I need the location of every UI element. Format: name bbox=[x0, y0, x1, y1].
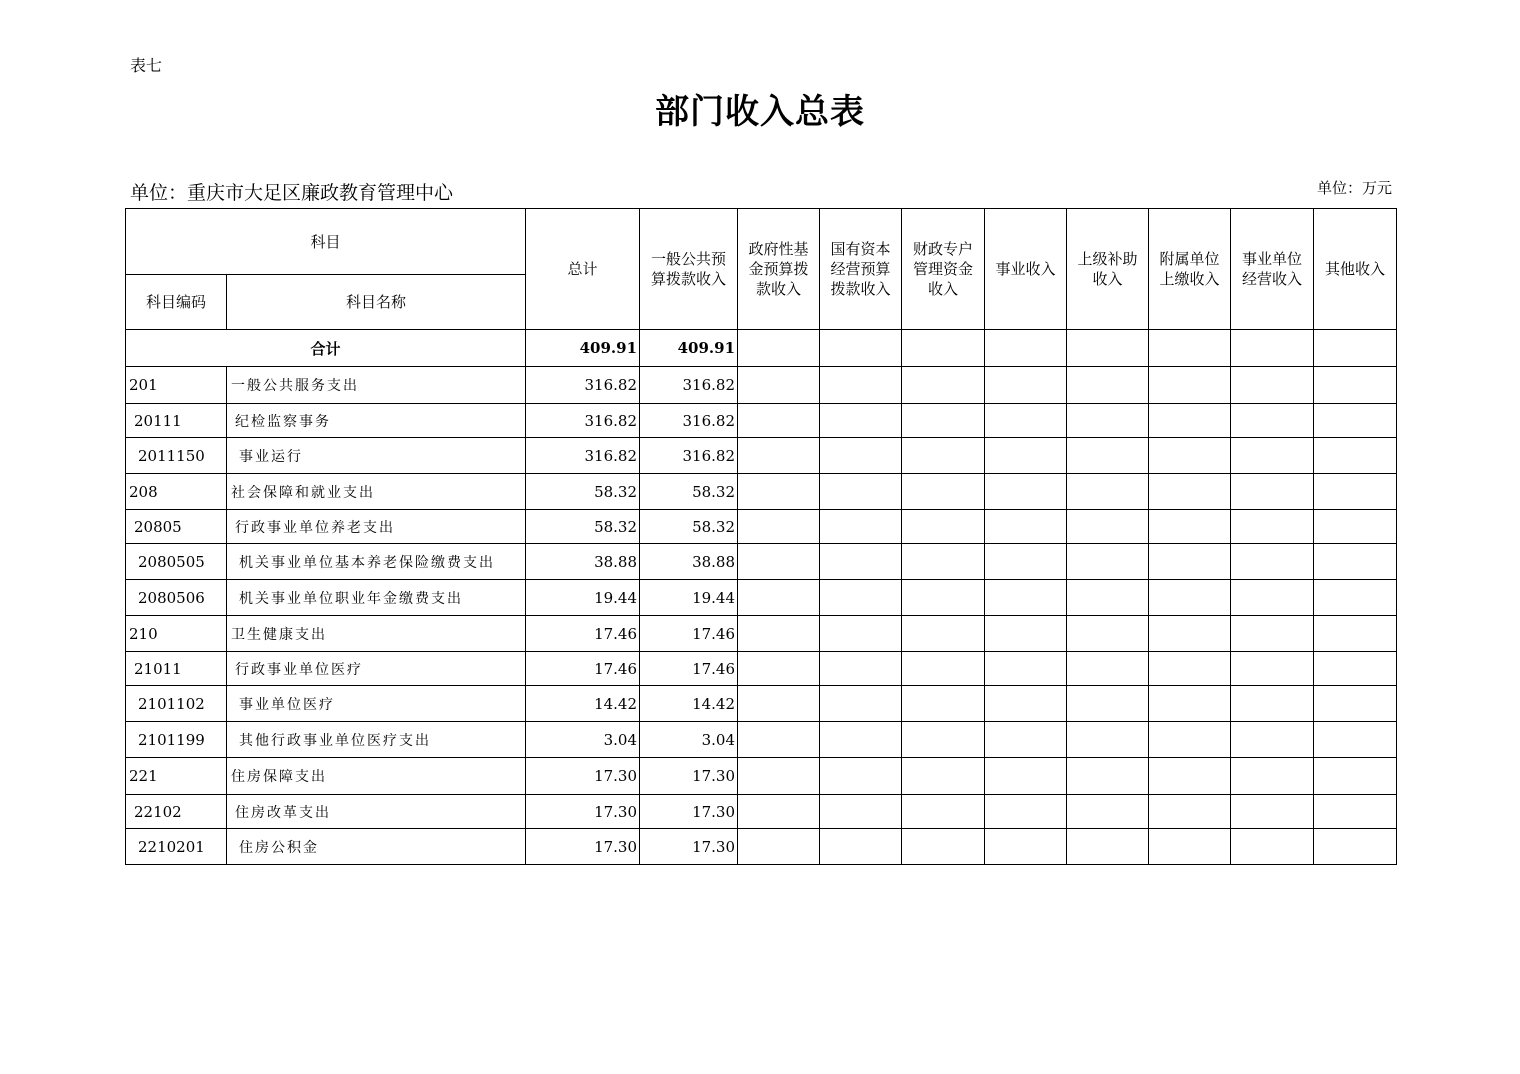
header-subject-name: 科目名称 bbox=[227, 275, 526, 330]
header-superior-subsidy: 上级补助收入 bbox=[1067, 209, 1149, 330]
empty-cell bbox=[902, 474, 985, 510]
empty-cell bbox=[820, 330, 902, 367]
empty-cell bbox=[820, 722, 902, 758]
empty-cell bbox=[820, 686, 902, 722]
table-row bbox=[126, 438, 1397, 474]
empty-cell bbox=[1231, 795, 1314, 829]
empty-cell bbox=[1067, 795, 1149, 829]
table-row bbox=[126, 544, 1397, 580]
total-cell: 316.82 bbox=[526, 438, 640, 474]
empty-cell bbox=[1314, 367, 1397, 404]
general-budget-cell: 17.46 bbox=[640, 616, 738, 652]
header-other-income: 其他收入 bbox=[1314, 209, 1397, 330]
empty-cell bbox=[985, 438, 1067, 474]
empty-cell bbox=[1149, 722, 1231, 758]
empty-cell bbox=[902, 438, 985, 474]
empty-cell bbox=[738, 829, 820, 865]
total-cell: 38.88 bbox=[526, 544, 640, 580]
general-budget-cell: 17.46 bbox=[640, 652, 738, 686]
empty-cell bbox=[985, 580, 1067, 616]
empty-cell bbox=[1231, 829, 1314, 865]
empty-cell bbox=[1149, 758, 1231, 795]
summary-general-budget: 409.91 bbox=[640, 330, 738, 367]
empty-cell bbox=[902, 544, 985, 580]
table-row bbox=[126, 367, 1397, 404]
empty-cell bbox=[820, 404, 902, 438]
empty-cell bbox=[1231, 544, 1314, 580]
general-budget-cell: 38.88 bbox=[640, 544, 738, 580]
empty-cell bbox=[1231, 652, 1314, 686]
empty-cell bbox=[1149, 330, 1231, 367]
income-table bbox=[125, 208, 1397, 865]
general-budget-cell: 58.32 bbox=[640, 474, 738, 510]
subject-name-cell: 纪检监察事务 bbox=[227, 404, 526, 438]
empty-cell bbox=[1067, 404, 1149, 438]
empty-cell bbox=[1067, 510, 1149, 544]
empty-cell bbox=[985, 758, 1067, 795]
general-budget-cell: 316.82 bbox=[640, 404, 738, 438]
empty-cell bbox=[1149, 616, 1231, 652]
empty-cell bbox=[985, 474, 1067, 510]
empty-cell bbox=[985, 722, 1067, 758]
empty-cell bbox=[1149, 510, 1231, 544]
empty-cell bbox=[738, 404, 820, 438]
header-special-account: 财政专户管理资金收入 bbox=[902, 209, 985, 330]
table-row bbox=[126, 829, 1397, 865]
subject-code-cell: 221 bbox=[126, 758, 227, 795]
table-row bbox=[126, 474, 1397, 510]
empty-cell bbox=[820, 829, 902, 865]
total-cell: 316.82 bbox=[526, 404, 640, 438]
empty-cell bbox=[1314, 616, 1397, 652]
subject-name-cell: 住房公积金 bbox=[227, 829, 526, 865]
empty-cell bbox=[902, 686, 985, 722]
empty-cell bbox=[1231, 438, 1314, 474]
total-cell: 17.46 bbox=[526, 616, 640, 652]
subject-name-cell: 事业运行 bbox=[227, 438, 526, 474]
empty-cell bbox=[902, 722, 985, 758]
general-budget-cell: 14.42 bbox=[640, 686, 738, 722]
empty-cell bbox=[1067, 367, 1149, 404]
empty-cell bbox=[738, 758, 820, 795]
subject-code-cell: 2101102 bbox=[126, 686, 227, 722]
table-row bbox=[126, 510, 1397, 544]
subject-code-cell: 21011 bbox=[126, 652, 227, 686]
general-budget-cell: 17.30 bbox=[640, 758, 738, 795]
general-budget-cell: 17.30 bbox=[640, 829, 738, 865]
empty-cell bbox=[1149, 652, 1231, 686]
subject-code-cell: 2080506 bbox=[126, 580, 227, 616]
empty-cell bbox=[738, 795, 820, 829]
empty-cell bbox=[902, 367, 985, 404]
table-row bbox=[126, 686, 1397, 722]
empty-cell bbox=[902, 652, 985, 686]
empty-cell bbox=[985, 795, 1067, 829]
empty-cell bbox=[820, 474, 902, 510]
empty-cell bbox=[1231, 616, 1314, 652]
empty-cell bbox=[1314, 686, 1397, 722]
empty-cell bbox=[985, 404, 1067, 438]
empty-cell bbox=[738, 330, 820, 367]
subject-code-cell: 2080505 bbox=[126, 544, 227, 580]
empty-cell bbox=[738, 616, 820, 652]
empty-cell bbox=[985, 330, 1067, 367]
empty-cell bbox=[1149, 367, 1231, 404]
empty-cell bbox=[1314, 510, 1397, 544]
empty-cell bbox=[1231, 510, 1314, 544]
empty-cell bbox=[985, 616, 1067, 652]
empty-cell bbox=[985, 829, 1067, 865]
empty-cell bbox=[738, 438, 820, 474]
empty-cell bbox=[1314, 544, 1397, 580]
empty-cell bbox=[820, 758, 902, 795]
header-subject: 科目 bbox=[126, 209, 526, 275]
general-budget-cell: 19.44 bbox=[640, 580, 738, 616]
total-cell: 3.04 bbox=[526, 722, 640, 758]
empty-cell bbox=[1067, 722, 1149, 758]
empty-cell bbox=[738, 544, 820, 580]
total-cell: 58.32 bbox=[526, 510, 640, 544]
subject-name-cell: 一般公共服务支出 bbox=[227, 367, 526, 404]
empty-cell bbox=[1067, 652, 1149, 686]
subject-name-cell: 社会保障和就业支出 bbox=[227, 474, 526, 510]
header-affiliated-payment: 附属单位上缴收入 bbox=[1149, 209, 1231, 330]
empty-cell bbox=[985, 652, 1067, 686]
empty-cell bbox=[1067, 438, 1149, 474]
subject-code-cell: 2011150 bbox=[126, 438, 227, 474]
empty-cell bbox=[820, 795, 902, 829]
empty-cell bbox=[738, 367, 820, 404]
empty-cell bbox=[985, 544, 1067, 580]
subject-code-cell: 2210201 bbox=[126, 829, 227, 865]
subject-name-cell: 机关事业单位基本养老保险缴费支出 bbox=[227, 544, 526, 580]
subject-name-cell: 机关事业单位职业年金缴费支出 bbox=[227, 580, 526, 616]
empty-cell bbox=[1067, 330, 1149, 367]
total-cell: 316.82 bbox=[526, 367, 640, 404]
empty-cell bbox=[1314, 438, 1397, 474]
empty-cell bbox=[1231, 580, 1314, 616]
empty-cell bbox=[1067, 829, 1149, 865]
subject-code-cell: 20805 bbox=[126, 510, 227, 544]
table-row bbox=[126, 404, 1397, 438]
empty-cell bbox=[1314, 652, 1397, 686]
empty-cell bbox=[1149, 544, 1231, 580]
subject-name-cell: 住房保障支出 bbox=[227, 758, 526, 795]
general-budget-cell: 58.32 bbox=[640, 510, 738, 544]
header-row-1 bbox=[126, 209, 1397, 275]
table-row bbox=[126, 722, 1397, 758]
subject-code-cell: 201 bbox=[126, 367, 227, 404]
header-gov-fund: 政府性基金预算拨款收入 bbox=[738, 209, 820, 330]
empty-cell bbox=[820, 510, 902, 544]
header-business-income: 事业收入 bbox=[985, 209, 1067, 330]
empty-cell bbox=[738, 510, 820, 544]
header-total: 总计 bbox=[526, 209, 640, 330]
page-title: 部门收入总表 bbox=[655, 92, 865, 132]
general-budget-cell: 316.82 bbox=[640, 367, 738, 404]
empty-cell bbox=[1231, 722, 1314, 758]
empty-cell bbox=[1314, 795, 1397, 829]
empty-cell bbox=[1231, 330, 1314, 367]
empty-cell bbox=[902, 758, 985, 795]
empty-cell bbox=[1231, 686, 1314, 722]
unit-currency: 单位：万元 bbox=[1316, 179, 1392, 197]
table-row bbox=[126, 652, 1397, 686]
table-row bbox=[126, 580, 1397, 616]
empty-cell bbox=[1314, 758, 1397, 795]
empty-cell bbox=[820, 438, 902, 474]
general-budget-cell: 3.04 bbox=[640, 722, 738, 758]
subject-code-cell: 208 bbox=[126, 474, 227, 510]
subject-name-cell: 卫生健康支出 bbox=[227, 616, 526, 652]
empty-cell bbox=[820, 367, 902, 404]
empty-cell bbox=[1067, 580, 1149, 616]
empty-cell bbox=[1231, 367, 1314, 404]
empty-cell bbox=[902, 330, 985, 367]
empty-cell bbox=[738, 474, 820, 510]
empty-cell bbox=[820, 652, 902, 686]
empty-cell bbox=[902, 616, 985, 652]
total-cell: 14.42 bbox=[526, 686, 640, 722]
subject-code-cell: 22102 bbox=[126, 795, 227, 829]
empty-cell bbox=[1067, 544, 1149, 580]
summary-row bbox=[126, 330, 1397, 367]
empty-cell bbox=[902, 795, 985, 829]
empty-cell bbox=[820, 580, 902, 616]
table-row bbox=[126, 795, 1397, 829]
empty-cell bbox=[1314, 580, 1397, 616]
empty-cell bbox=[1149, 829, 1231, 865]
empty-cell bbox=[1149, 580, 1231, 616]
empty-cell bbox=[985, 367, 1067, 404]
subject-code-cell: 2101199 bbox=[126, 722, 227, 758]
subject-name-cell: 住房改革支出 bbox=[227, 795, 526, 829]
empty-cell bbox=[902, 829, 985, 865]
total-cell: 17.30 bbox=[526, 795, 640, 829]
subject-name-cell: 事业单位医疗 bbox=[227, 686, 526, 722]
subject-name-cell: 行政事业单位养老支出 bbox=[227, 510, 526, 544]
total-cell: 17.30 bbox=[526, 829, 640, 865]
empty-cell bbox=[738, 580, 820, 616]
empty-cell bbox=[985, 686, 1067, 722]
empty-cell bbox=[1149, 474, 1231, 510]
empty-cell bbox=[820, 544, 902, 580]
empty-cell bbox=[902, 580, 985, 616]
empty-cell bbox=[1231, 758, 1314, 795]
empty-cell bbox=[1231, 404, 1314, 438]
summary-total: 409.91 bbox=[526, 330, 640, 367]
general-budget-cell: 17.30 bbox=[640, 795, 738, 829]
header-subject-code: 科目编码 bbox=[126, 275, 227, 330]
header-business-operation: 事业单位经营收入 bbox=[1231, 209, 1314, 330]
subject-name-cell: 其他行政事业单位医疗支出 bbox=[227, 722, 526, 758]
table-row bbox=[126, 616, 1397, 652]
empty-cell bbox=[738, 722, 820, 758]
empty-cell bbox=[1067, 474, 1149, 510]
empty-cell bbox=[1149, 686, 1231, 722]
summary-label: 合计 bbox=[126, 330, 526, 367]
table-number: 表七 bbox=[130, 56, 163, 75]
empty-cell bbox=[1067, 686, 1149, 722]
empty-cell bbox=[1314, 829, 1397, 865]
general-budget-cell: 316.82 bbox=[640, 438, 738, 474]
unit-organization: 单位：重庆市大足区廉政教育管理中心 bbox=[130, 182, 454, 204]
total-cell: 58.32 bbox=[526, 474, 640, 510]
total-cell: 17.30 bbox=[526, 758, 640, 795]
empty-cell bbox=[1231, 474, 1314, 510]
empty-cell bbox=[1314, 474, 1397, 510]
empty-cell bbox=[1149, 404, 1231, 438]
empty-cell bbox=[1149, 795, 1231, 829]
empty-cell bbox=[820, 616, 902, 652]
subject-name-cell: 行政事业单位医疗 bbox=[227, 652, 526, 686]
empty-cell bbox=[738, 686, 820, 722]
subject-code-cell: 210 bbox=[126, 616, 227, 652]
data-rows bbox=[126, 367, 1397, 865]
empty-cell bbox=[1149, 438, 1231, 474]
empty-cell bbox=[985, 510, 1067, 544]
empty-cell bbox=[902, 510, 985, 544]
empty-cell bbox=[1314, 330, 1397, 367]
empty-cell bbox=[902, 404, 985, 438]
table-row bbox=[126, 758, 1397, 795]
header-state-capital: 国有资本经营预算拨款收入 bbox=[820, 209, 902, 330]
total-cell: 19.44 bbox=[526, 580, 640, 616]
empty-cell bbox=[1314, 404, 1397, 438]
empty-cell bbox=[1067, 758, 1149, 795]
subject-code-cell: 20111 bbox=[126, 404, 227, 438]
header-general-budget: 一般公共预算拨款收入 bbox=[640, 209, 738, 330]
empty-cell bbox=[1314, 722, 1397, 758]
empty-cell bbox=[738, 652, 820, 686]
empty-cell bbox=[1067, 616, 1149, 652]
total-cell: 17.46 bbox=[526, 652, 640, 686]
